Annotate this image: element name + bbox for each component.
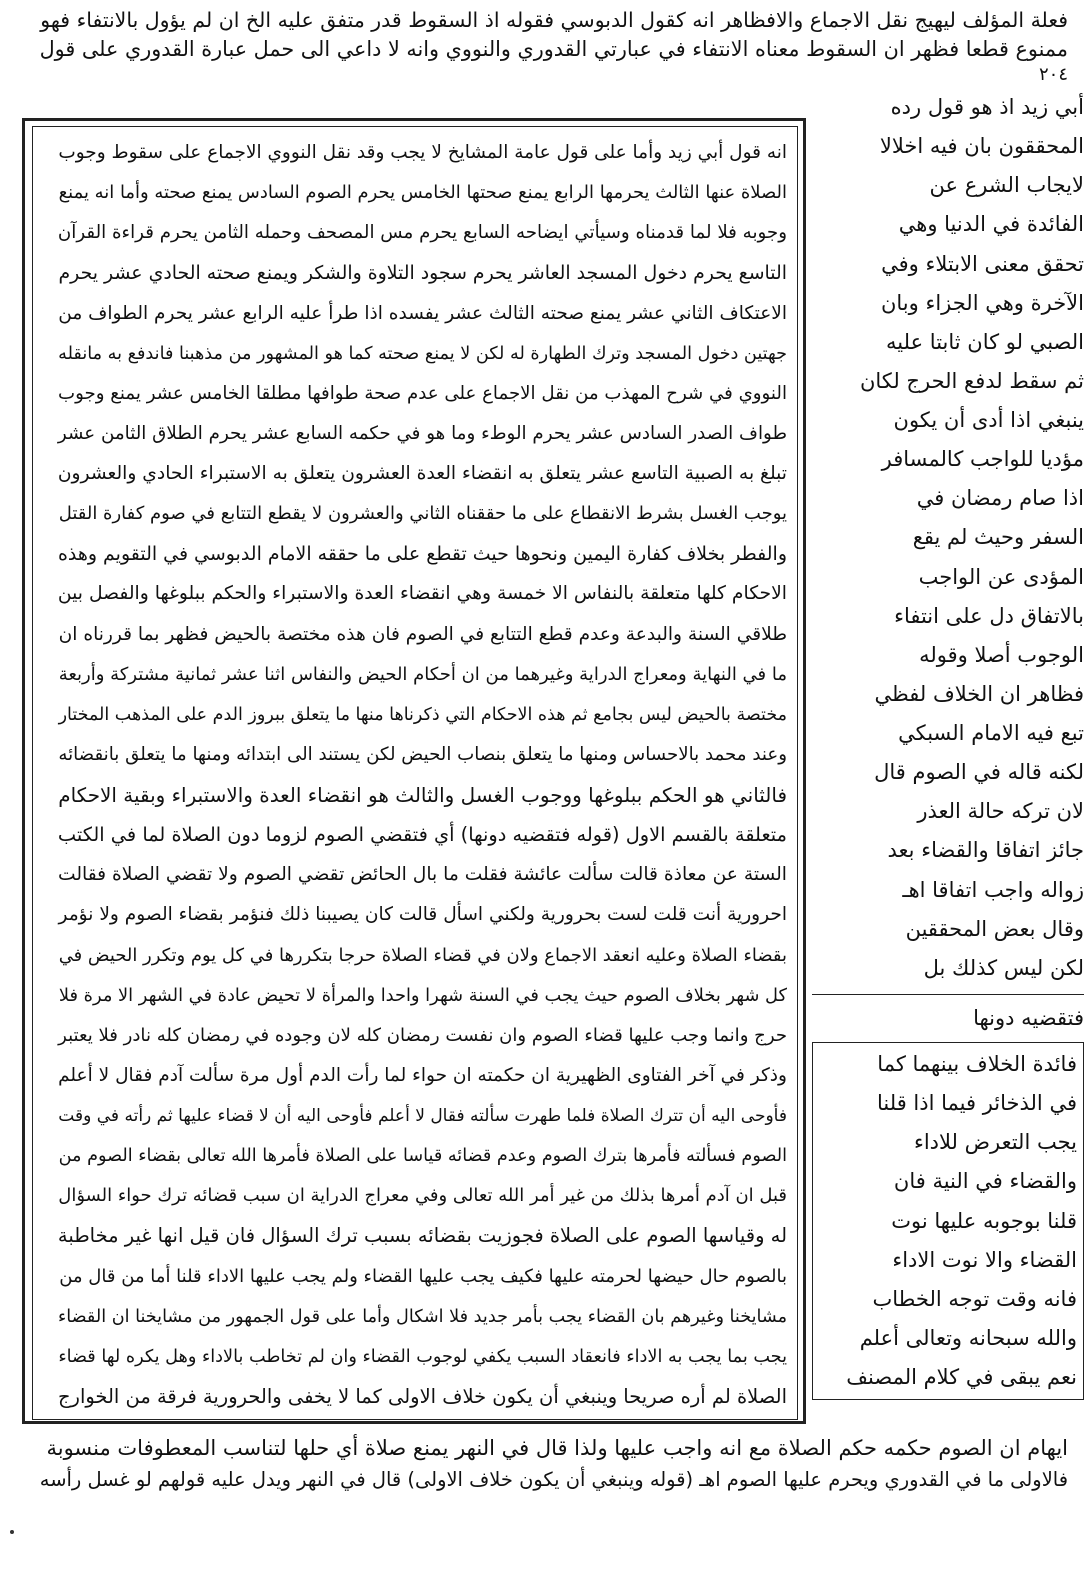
side-line: أبي زيد اذ هو قول رده [890, 95, 1084, 119]
main-line: كل شهر بخلاف الصوم حيث يجب في السنة شهرا واحدا والمرأة لا تحيض عادة في الشهر الا مرة فلا [58, 984, 787, 1006]
main-line: الصلاة عنها الثالث يحرمها الرابع يمنع صحتها الخامس يحرم الصوم السادس يمنع صحته وأما انه يمنع [58, 182, 787, 204]
main-line: النووي في شرح المهذب من نقل الاجماع على عدم صحة طوافها مطلقا الخامس عشر يمنع وجوب [58, 382, 787, 404]
main-line: الستة عن معاذة قالت سألت عائشة فقلت ما بال الحائض تقضي الصوم ولا تقضي الصلاة فقالت [58, 864, 787, 886]
side-divider [812, 994, 1084, 995]
page-number-row [18, 64, 1068, 85]
main-line: ما في النهاية ومعراج الدراية وغيرهما من ان أحكام الحيض والنفاس اثنا عشر ثمانية مشتركة وأربعة [58, 663, 787, 685]
side-box-line: نعم يبقى في كلام المصنف [846, 1365, 1077, 1389]
top-margin-commentary [18, 6, 1068, 85]
side-line: ينبغي اذا أدى أن يكون [893, 408, 1084, 432]
side-line: جائز اتفاقا والقضاء بعد [887, 838, 1084, 863]
side-line: مؤديا للواجب كالمسافر [881, 447, 1084, 472]
side-heading: فتقضيه دونها [973, 1005, 1084, 1030]
side-line: السفر وحيث لم يقع [912, 525, 1084, 550]
side-line: تبع فيه الامام السبكي [898, 721, 1084, 745]
side-box-line: والله سبحانه وتعالى أعلم [859, 1325, 1077, 1350]
side-line: لان تركه حالة العذر [917, 799, 1084, 824]
main-line: يجب بما يجب به الاداء فانعقاد السبب يكفي لوجوب القضاء وان لم تخاطب بالاداء وهل يكره لها قضاء [58, 1346, 787, 1367]
side-box-line: يجب التعرض للاداء [913, 1130, 1077, 1155]
main-line: بقضاء الصلاة وعليه انعقد الاجماع ولان في قضاء الصلاة حرجا بتكررها في كل يوم وتكرر الحيض في [58, 944, 787, 966]
side-box-line: القضاء والا نوت الاداء [892, 1247, 1077, 1272]
main-line: فأوحى اليه أن تترك الصلاة فلما طهرت سألته فقال لا أعلم فأوحى اليه أن لا قضاء عليها ثم رأته في وقت [58, 1106, 787, 1126]
top-line: فعلة المؤلف ليهيج نقل الاجماع والافظاهر انه كقول الدبوسي فقوله اذ السقوط قدر متفق عليه الخ ان لم يؤول بالانتفاء فهو [40, 8, 1068, 32]
side-line: بالاتفاق دل على انتفاء [894, 603, 1084, 628]
side-line: الفائدة في الدنيا وهي [898, 212, 1084, 237]
main-line: تبلغ به الصبية التاسع عشر يتعلق به انقضاء العدة العشرون يتعلق به الاستبراء الحادي والعشرون [57, 463, 787, 484]
main-line: الصوم فسألته فأمرها بترك الصوم وعدم قضائه قياسا على الصلاة فأمرها الله تعالى بقضاء الصوم من [58, 1146, 787, 1167]
top-line: ممنوع قطعا فظهر ان السقوط معناه الانتفاء في عبارتي القدوري والنووي وانه لا داعي الى حمل عبارة القدوري على قول [39, 37, 1068, 61]
main-line: وذكر في آخر الفتاوى الظهيرية ان حكمته ان حواء لما رأت الدم أول مرة سألت آدم فقال لا أعلم [58, 1064, 787, 1086]
main-line: الصلاة لم أره صريحا وينبغي أن يكون خلاف الاولى كما لا يخفى والحرورية فرقة من الخوارج [57, 1384, 787, 1408]
side-box-line: والقضاء في النية فان [893, 1169, 1077, 1194]
side-line: اذا صام رمضان في [916, 486, 1084, 511]
side-line: تحقق معنى الابتلاء وفي [881, 251, 1084, 276]
side-line: فظاهر ان الخلاف لفظي [874, 681, 1084, 706]
side-box-line: قلنا بوجوبه عليها نوت [891, 1208, 1077, 1233]
main-line: وعند محمد بالاحساس ومنها ما يتعلق بنصاب الحيض لكن يستند الى ابتدائه ومنها ما يتعلق بانقضائه [58, 743, 787, 765]
side-box-line: في الذخائر فيما اذا قلنا [877, 1091, 1077, 1116]
side-line: لكنه قاله في الصوم قال [874, 760, 1084, 785]
main-line: وجوبه فلا لما قدمناه وسيأتي ايضاحه السابع يحرم مس المصحف وحمله الثامن يحرم قراءة القرآن [57, 222, 787, 244]
main-line: يوجب الغسل بشرط الانقطاع على ما حققناه الثاني والعشرون لا يقطع التتابع في صوم كفارة القتل [58, 503, 787, 525]
main-line: طواف الصدر السادس عشر يحرم الوطء وما هو في حكمه السابع عشر يحرم الطلاق الثامن عشر [57, 422, 787, 444]
main-line: مختصة بالحيض ليس بجامع ثم هذه الاحكام التي ذكرناها منها ما يتعلق ببروز الدم على المذهب المختار [58, 704, 787, 725]
main-line: مشايخنا وغيرهم بان القضاء يجب بأمر جديد فلا اشكال وأما على قول الجمهور من مشايخنا ان القضاء [58, 1306, 787, 1327]
main-line: والفطر بخلاف كفارة اليمين ونحوها حيث تقطع على ما حققه الامام الدبوسي في التقويم وهذه [57, 543, 787, 566]
bottom-line: ايهام ان الصوم حكمه حكم الصلاة مع انه واجب عليها ولذا قال في النهر يمنع صلاة أي حلها لتناسب المعطوفات منسوبة [46, 1436, 1068, 1460]
margin-dot [10, 1530, 14, 1534]
main-line: الاعتكاف الثاني عشر يمنع صحته الثالث عشر يفسده اذا طرأ عليه الرابع عشر يحرم الطواف من [58, 302, 787, 324]
side-line: لكن ليس كذلك بل [923, 955, 1084, 980]
main-line: حرج وانما وجب عليها قضاء الصوم وان نفست رمضان كله لان وجوده في رمضان كله نادر فلا يعتبر [58, 1024, 787, 1046]
side-box-line: فانه وقت توجه الخطاب [872, 1286, 1077, 1311]
side-line: المحققون بان فيه اخلالا [879, 134, 1084, 159]
main-line: متعلقة بالقسم الاول (قوله فتقضيه دونها) أي فتقضي الصوم لزوما دون الصلاة لما في الكتب [57, 823, 787, 847]
side-line: الوجوب أصلا وقوله [919, 642, 1084, 667]
bottom-line: فالاولى ما في القدوري ويحرم عليها الصوم اهـ (قوله وينبغي أن يكون خلاف الاولى) قال في النهر ويدل عليه قولهم لو غسل رأسه [39, 1468, 1068, 1491]
side-line: وقال بعض المحققين [905, 916, 1084, 941]
main-line: بالصوم حال حيضها لحرمته عليها فكيف يجب عليها القضاء ولم يجب عليها الاداء قلنا أما من قال من [59, 1265, 787, 1287]
main-line: له وقياسها الصوم على الصلاة فجوزيت بقضائه بسبب ترك السؤال فان قيل انها غير مخاطبة [57, 1224, 787, 1248]
side-line: زواله واجب اتفاقا اهـ [902, 877, 1084, 902]
main-line: الاحكام كلها متعلقة بالنفاس الا خمسة وهي انقضاء العدة والاستبراء والحكم ببلوغها والفصل بين [57, 583, 787, 605]
side-line: المؤدى عن الواجب [918, 564, 1084, 589]
side-line: ثم سقط لدفع الحرج لكان [859, 368, 1084, 393]
main-line: التاسع يحرم دخول المسجد العاشر يحرم سجود التلاوة والشكر ويمنع صحته الحادي عشر يحرم [58, 262, 787, 285]
side-line: الآخرة وهي الجزاء وبان [880, 290, 1084, 315]
side-note-box [812, 1042, 1084, 1400]
main-line: انه قول أبي زيد وأما على قول عامة المشايخ لا يجب وقد نقل النووي الاجماع على سقوط وجوب [58, 142, 787, 163]
side-line: الصبي لو كان ثابتا عليه [886, 329, 1084, 354]
main-line: فالثاني هو الحكم ببلوغها ووجوب الغسل والثالث هو انقضاء العدة والاستبراء وبقية الاحكام [58, 783, 787, 807]
main-text-frame [32, 126, 798, 1420]
side-commentary-column [812, 88, 1084, 1400]
main-line: جهتين دخول المسجد وترك الطهارة له لكن لا يمنع صحته كما هو المشهور من مذهبنا فاندفع به مانقله [58, 343, 787, 364]
page-number: ٢٠٤ [1038, 64, 1068, 85]
main-line: طلاقي السنة والبدعة وعدم قطع التتابع في الصوم فان هذه مختصة بالحيض فظهر بما قررناه ان [58, 623, 787, 645]
side-box-line: فائدة الخلاف بينهما كما [877, 1052, 1077, 1076]
side-line: لايجاب الشرع عن [929, 173, 1084, 198]
main-line: احرورية أنت قلت لست بحرورية ولكني اسأل قالت كان يصيبنا ذلك فنؤمر بقضاء الصوم ولا نؤمر [58, 904, 787, 926]
side-commentary-lines [812, 88, 1084, 988]
bottom-margin-commentary [18, 1432, 1068, 1496]
main-line: قبل ان آدم أمرها بذلك من غير أمر الله تعالى وفي معراج الدراية ان سبب قضائه ترك حواء السؤال [58, 1185, 787, 1207]
